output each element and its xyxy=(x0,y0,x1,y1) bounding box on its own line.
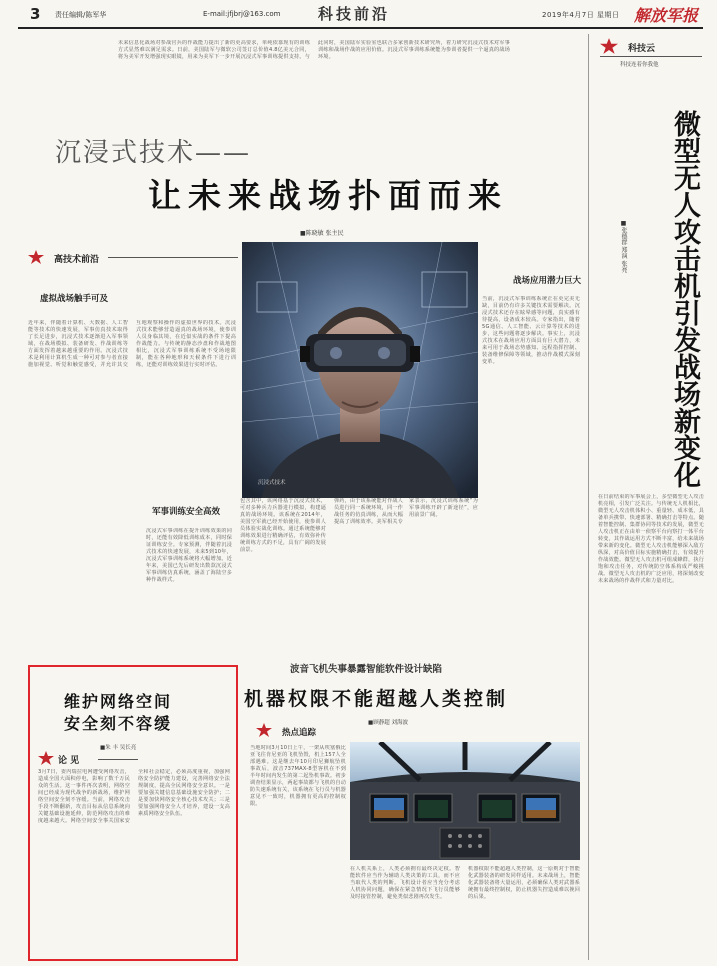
aviation-label: 热点追踪 xyxy=(282,728,317,738)
section-tag xyxy=(28,250,238,264)
feature-kicker: 沉浸式技术—— xyxy=(55,138,252,168)
newspaper-logo: 解放军报 xyxy=(634,6,699,25)
masthead xyxy=(0,0,717,30)
star-icon xyxy=(38,751,54,765)
feature-col4: 弹药，由于该系统能对作战人员进行同一系统环境，同一作战任务的仿真训练，从而大幅提高了训练效率。美军相关专家表示，沉浸式训练系统“为军事训练开辟了新途径”，应用前景广阔。 xyxy=(334,498,478,525)
side-badge: 科技云 xyxy=(628,44,656,54)
feature-intro: 未来信息化战场对参战官兵的作战能力提出了新的更高要求，单纯依靠现有的训练方式显然难以满足需求。日前，美国陆军与微软公司签订总价值4.8亿美元合同，将为美军开发增强现实眼镜，用来为美军下一步开展沉浸式军事训练提供支持。与此同时，美国陆军实验室也联合多家创新技术研究所，着力研究沉浸式技术对军事训练和战场作战的应用价值。沉浸式军事训练系统能为参训者提供一个逼真的战场环境。 xyxy=(118,40,510,60)
side-divider xyxy=(588,34,589,960)
feature-col2: 沉浸式军事训练在提升训练效果的同时，还能有效降低训练成本，同时保证训练安全。专家预测，伴随着沉浸式技术的快速发展，未来5到10年，沉浸式军事训练系统将大幅增加。近年来，美国已先后研发出数款沉浸式军事训练仿真系统，涵盖了海陆空多种作战样式。 xyxy=(146,528,232,583)
commentary-byline: ■朱 丰 吴长亮 xyxy=(100,745,137,751)
vr-soldier-illustration xyxy=(242,242,478,498)
date-line: 2019年4月7日 星期日 xyxy=(542,11,620,19)
aviation-byline: ■顾静超 刘海波 xyxy=(368,720,408,726)
side-badge-rule xyxy=(600,56,702,57)
commentary-label-rule xyxy=(98,759,138,760)
email-line: E-mail:jfjbrj@163.com xyxy=(203,10,281,18)
aviation-col1: 当地时间3月10日上午，一架从埃塞俄比亚飞往肯尼亚的飞机坠毁，机上157人全部遇难。这是继去年10月印尼狮航坠机事故后，波音737MAX-8型客机在不到半年时间内发生的第二起坠机事故。初步调查结果显示，两起事故都与飞机的自动防失速系统有关，该系统在飞行员与机器意见不一致时，机器拥有更高的控制权限。 xyxy=(250,745,346,807)
commentary-headline-2: 安全刻不容缓 xyxy=(64,714,173,733)
editor-line: 责任编辑/陈军华 xyxy=(55,11,107,19)
subhead-training-safe: 军事训练安全高效 xyxy=(152,507,221,517)
commentary-headline-1: 维护网络空间 xyxy=(64,692,173,711)
aviation-col3: 机器权限不能超越人类控制，这一原则对于智能化武器装备的研发同样适用。未来战场上，智能化武器装备将大量运用，必须确保人类对武器系统拥有最终控制权，防止机器失控造成难以挽回的后果。 xyxy=(468,866,580,900)
commentary-box xyxy=(28,665,238,961)
feature-byline: ■陈晓敏 张主民 xyxy=(300,230,344,237)
star-icon xyxy=(256,723,272,737)
star-icon xyxy=(600,38,618,54)
aviation-headline: 机器权限不能超越人类控制 xyxy=(244,688,509,710)
commentary-label: 论 见 xyxy=(58,756,80,766)
section-tag-rule xyxy=(108,257,238,258)
feature-col5: 当前，沉浸式军事训练系统正在更完美无缺，目前仍有许多关键技术需要解决。沉浸式技术还存在眩晕感等问题，真实感有待提高，设备成本较高。专家指出，随着5G通信、人工智能、云计算等技术的进步，这些问题将逐步解决。事实上，沉浸式技术在战场应用方面具有巨大潜力，未来可用于战场态势感知、远程指挥控制、装备维修保障等领域，推动作战模式深刻变革。 xyxy=(482,296,580,365)
feature-col1: 近年来，伴随着计算机、大数据、人工智能等技术的快速发展，军事仿真技术取得了长足进步，沉浸式技术逐渐进入军事领域，在战场模拟、装备研发、作战训练等方面发挥着越来越重要的作用。沉浸式技术是利用计算机生成一种可对参与者直接施加视觉、听觉和触觉感受，并允许其交互地观察和操作的虚拟世界的技术。沉浸式技术能够营造逼真的战场环境，使参训人员身临其境，在近似实战的条件下提高作战能力。与传统的静态沙盘和作战地图相比，沉浸式军事训练系统不受场地限制，能在各种地形和天候条件下进行训练，还能对训练效果进行实时评估。 xyxy=(28,320,236,368)
subhead-virtual-battlefield: 虚拟战场触手可及 xyxy=(40,294,109,304)
commentary-body: 3月7日，委内瑞拉电网遭受网络攻击，造成全国大面积停电，影响了数千万民众的生活。这一事件再次表明，网络空间已经成为现代战争的新战场，维护网络空间安全刻不容缓。当前，网络攻击手段不断翻新，攻击目标从信息系统向关键基础设施延伸，防范网络攻击的难度越来越大。网络空间安全事关国家安全和社会稳定，必须高度重视，加强网络安全防护能力建设，完善网络安全法规制度，提高全民网络安全意识。一是要加强关键信息基础设施安全防护；二是要加快网络安全核心技术攻关；三是要加强网络安全人才培养，建设一支高素质网络安全队伍。 xyxy=(38,769,230,824)
vr-soldier-photo xyxy=(242,242,478,498)
subhead-battlefield-potential: 战场应用潜力巨大 xyxy=(513,276,582,286)
aviation-kicker: 波音飞机失事暴露智能软件设计缺陷 xyxy=(290,664,443,675)
page-number: 3 xyxy=(30,5,41,23)
cockpit-photo xyxy=(350,742,580,860)
side-body: 在日前结束的军事展会上，多型微型无人攻击机亮相，引发广泛关注。与传统无人机相比，微型无人攻击机体积小、重量轻、成本低，具备单兵携带、快速部署、精确打击等特点。随着智能控制、集群协同等技术的发展，微型无人攻击机正在由单一侦察平台向察打一体平台转变，其作战运用方式不断丰富，给未来战场带来新的变化。微型无人攻击机能够深入敌方纵深，对高价值目标实施精确打击，有效提升作战效能。微型无人攻击机可组成蜂群，执行饱和攻击任务，对传统防空体系构成严峻挑战。微型无人攻击机的广泛应用，将深刻改变未来战场的作战样式和力量对比。 xyxy=(598,494,704,584)
cockpit-illustration xyxy=(350,742,580,860)
masthead-rule xyxy=(18,27,703,29)
side-subtitle: 科技连着你我他 xyxy=(620,62,659,68)
aviation-col2: 在人机关系上，人类必须拥有最终决定权。智能软件应当作为辅助人类决策的工具，而不应当取代人类的判断。飞机设计者应当充分考虑人机协同问题，确保在紧急情况下飞行员能够及时接管控制，避免类似悲剧再次发生。 xyxy=(350,866,460,900)
section-title: 科技前沿 xyxy=(318,5,391,23)
section-tag-label: 高技术前沿 xyxy=(54,255,100,265)
side-byline: ■张德群 郑演 张亮 xyxy=(620,220,627,273)
feature-col3: 包含其中，该网络基于沉浸式技术，可对多种兵力兵器进行模拟，构建逼真的战场环境。该系统在2014年，美国空军就已经开始使用，使参训人员体验实战化训练。通过系统能够对训练效果进行精确评估，有效弥补传统训练方式的不足，具有广阔的发展前景。 xyxy=(240,498,326,553)
feature-headline: 让未来战场扑面而来 xyxy=(148,176,508,215)
star-icon xyxy=(28,250,44,264)
side-headline: 微型无人攻击机引发战场新变化 xyxy=(669,110,700,488)
photo-caption: 沉浸式技术 xyxy=(258,480,286,486)
